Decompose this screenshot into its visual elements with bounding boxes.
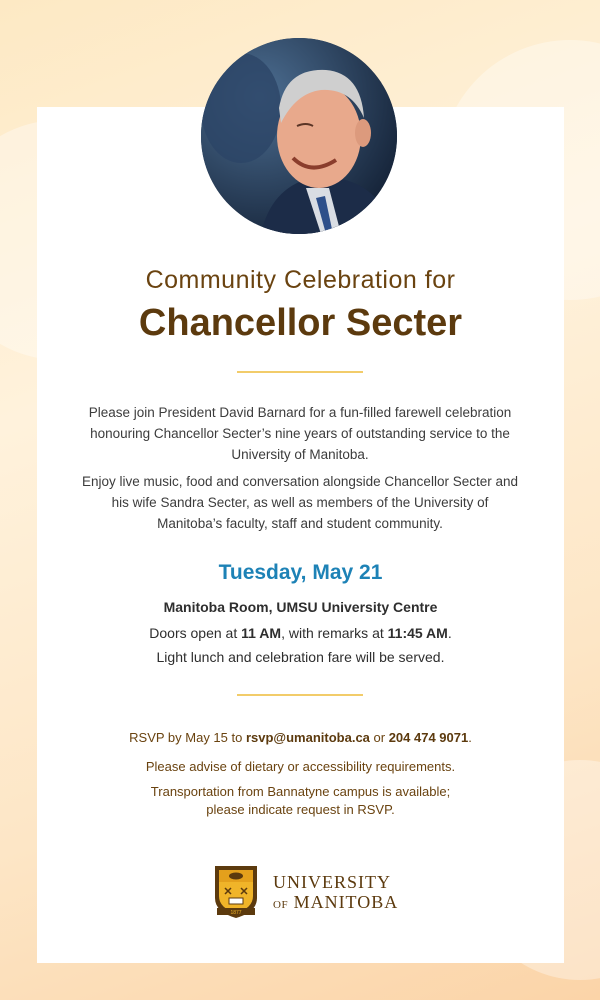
rsvp-suffix: . — [468, 730, 472, 745]
intro-paragraph-1: Please join President David Barnard for a fun-filled farewell celebration honouring Chancellor Secter’s nine years of outstanding service to the University of Manitoba. — [88, 405, 512, 462]
portrait-image — [201, 38, 397, 234]
logo-of: OF — [273, 899, 289, 911]
event-venue: Manitoba Room, UMSU University Centre — [163, 599, 438, 615]
logo-line-1: UNIVERSITY — [273, 872, 391, 892]
rsvp-phone[interactable]: 204 474 9071 — [388, 730, 469, 745]
event-date: Tuesday, May 21 — [218, 561, 383, 584]
title-line-2: Chancellor Secter — [138, 302, 463, 344]
chancellor-portrait-photo — [201, 38, 397, 234]
remarks-time: 11:45 AM — [387, 625, 448, 641]
title-line-1: Community Celebration for — [145, 266, 456, 294]
rsvp-or: or — [369, 730, 389, 745]
remarks-prefix: , with remarks at — [281, 625, 388, 641]
invitation-card — [37, 107, 564, 963]
university-crest-icon — [211, 864, 261, 920]
rsvp-line — [37, 728, 564, 747]
intro-paragraph-2: Enjoy live music, food and conversation alongside Chancellor Secter and his wife Sandra Secter, as well as members of the University of Manitoba’s faculty, staff and student community. — [81, 474, 518, 531]
logo-wordmark — [273, 872, 398, 915]
transport-note-2: please indicate request in RSVP. — [206, 802, 395, 817]
doors-prefix: Doors open at — [149, 625, 242, 641]
event-times — [37, 625, 564, 641]
lunch-note: Light lunch and celebration fare will be served. — [156, 649, 445, 665]
logo-line-2 — [273, 892, 398, 915]
logo-manitoba: MANITOBA — [293, 892, 399, 912]
bottom-divider — [237, 694, 363, 696]
remarks-suffix: . — [447, 625, 452, 641]
doors-time: 11 AM — [241, 625, 282, 641]
dietary-note: Please advise of dietary or accessibility requirements. — [145, 759, 456, 774]
crest-year: 1877 — [230, 910, 242, 916]
rsvp-prefix: RSVP by May 15 to — [129, 730, 246, 745]
rsvp-email-link[interactable]: rsvp@umanitoba.ca — [245, 730, 370, 745]
top-divider — [237, 371, 363, 373]
transport-note-1: Transportation from Bannatyne campus is available; — [150, 784, 451, 799]
university-logo — [211, 864, 411, 920]
